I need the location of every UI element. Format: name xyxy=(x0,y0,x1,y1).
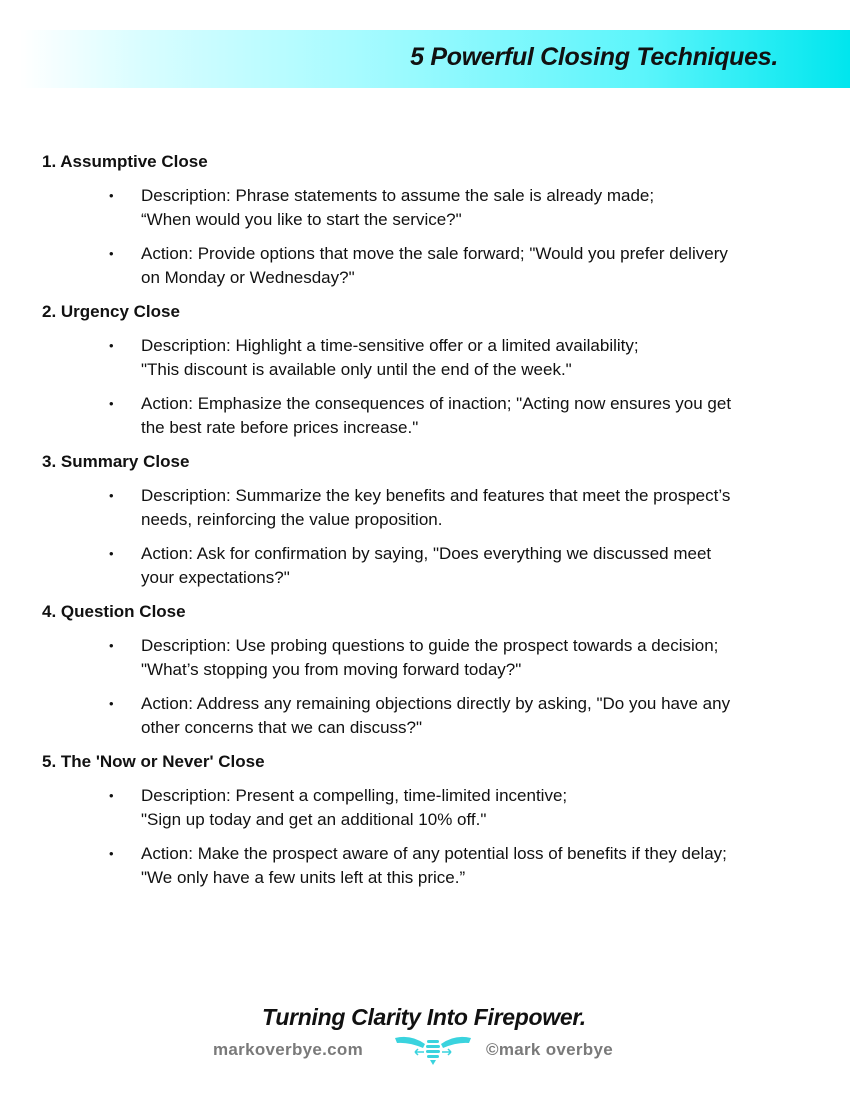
item-text-line: the best rate before prices increase." xyxy=(141,418,419,437)
technique-section xyxy=(42,450,822,590)
list-item xyxy=(42,542,822,590)
bullet-icon: • xyxy=(109,188,114,203)
item-text-line: Description: Present a compelling, time-limited incentive; xyxy=(141,786,568,805)
item-text-line: Action: Provide options that move the sale forward; "Would you prefer delivery xyxy=(141,244,728,263)
list-item xyxy=(42,242,822,290)
item-text-line: Description: Summarize the key benefits and features that meet the prospect’s xyxy=(141,486,731,505)
item-text-line: Action: Ask for confirmation by saying, "Does everything we discussed meet xyxy=(141,544,712,563)
tagline: Turning Clarity Into Firepower. xyxy=(262,1004,586,1030)
item-text-line: "This discount is available only until the end of the week." xyxy=(141,360,572,379)
list-item xyxy=(42,392,822,440)
bullet-icon: • xyxy=(109,338,114,353)
item-text-line: Description: Use probing questions to guide the prospect towards a decision; xyxy=(141,636,719,655)
section-heading: 2. Urgency Close xyxy=(42,302,180,321)
bullet-icon: • xyxy=(109,246,114,261)
technique-section xyxy=(42,600,822,740)
item-text-line: "What’s stopping you from moving forward today?" xyxy=(141,660,522,679)
list-item xyxy=(42,692,822,740)
list-item xyxy=(42,634,822,682)
item-text-line: "We only have a few units left at this price.” xyxy=(141,868,466,887)
bullet-icon: • xyxy=(109,546,114,561)
item-text-line: needs, reinforcing the value proposition. xyxy=(141,510,443,529)
item-text-line: Description: Highlight a time-sensitive offer or a limited availability; xyxy=(141,336,639,355)
page-title: 5 Powerful Closing Techniques. xyxy=(410,43,778,71)
item-text-line: other concerns that we can discuss?" xyxy=(141,718,423,737)
item-text-line: “When would you like to start the service?" xyxy=(141,210,462,229)
item-text-line: your expectations?" xyxy=(141,568,290,587)
section-heading: 3. Summary Close xyxy=(42,452,190,471)
list-item xyxy=(42,784,822,832)
list-item xyxy=(42,184,822,232)
technique-section xyxy=(42,300,822,440)
item-text-line: on Monday or Wednesday?" xyxy=(141,268,355,287)
bullet-icon: • xyxy=(109,846,114,861)
item-text-line: Action: Emphasize the consequences of inaction; "Acting now ensures you get xyxy=(141,394,732,413)
item-text-line: "Sign up today and get an additional 10% off." xyxy=(141,810,487,829)
list-item xyxy=(42,334,822,382)
item-text-line: Description: Phrase statements to assume the sale is already made; xyxy=(141,186,655,205)
section-heading: 4. Question Close xyxy=(42,602,186,621)
bullet-icon: • xyxy=(109,638,114,653)
bullet-icon: • xyxy=(109,788,114,803)
item-text-line: Action: Address any remaining objections directly by asking, "Do you have any xyxy=(141,694,731,713)
bee-logo-icon xyxy=(393,1034,473,1068)
bullet-icon: • xyxy=(109,396,114,411)
list-item xyxy=(42,484,822,532)
item-text-line: Action: Make the prospect aware of any potential loss of benefits if they delay; xyxy=(141,844,727,863)
techniques-list xyxy=(42,150,822,900)
list-item xyxy=(42,842,822,890)
section-heading: 5. The 'Now or Never' Close xyxy=(42,752,265,771)
title-banner xyxy=(20,30,850,88)
bullet-icon: • xyxy=(109,488,114,503)
section-heading: 1. Assumptive Close xyxy=(42,152,208,171)
technique-section xyxy=(42,150,822,290)
website-link[interactable]: markoverbye.com xyxy=(213,1040,364,1059)
copyright: ©mark overbye xyxy=(486,1040,613,1059)
bullet-icon: • xyxy=(109,696,114,711)
technique-section xyxy=(42,750,822,890)
